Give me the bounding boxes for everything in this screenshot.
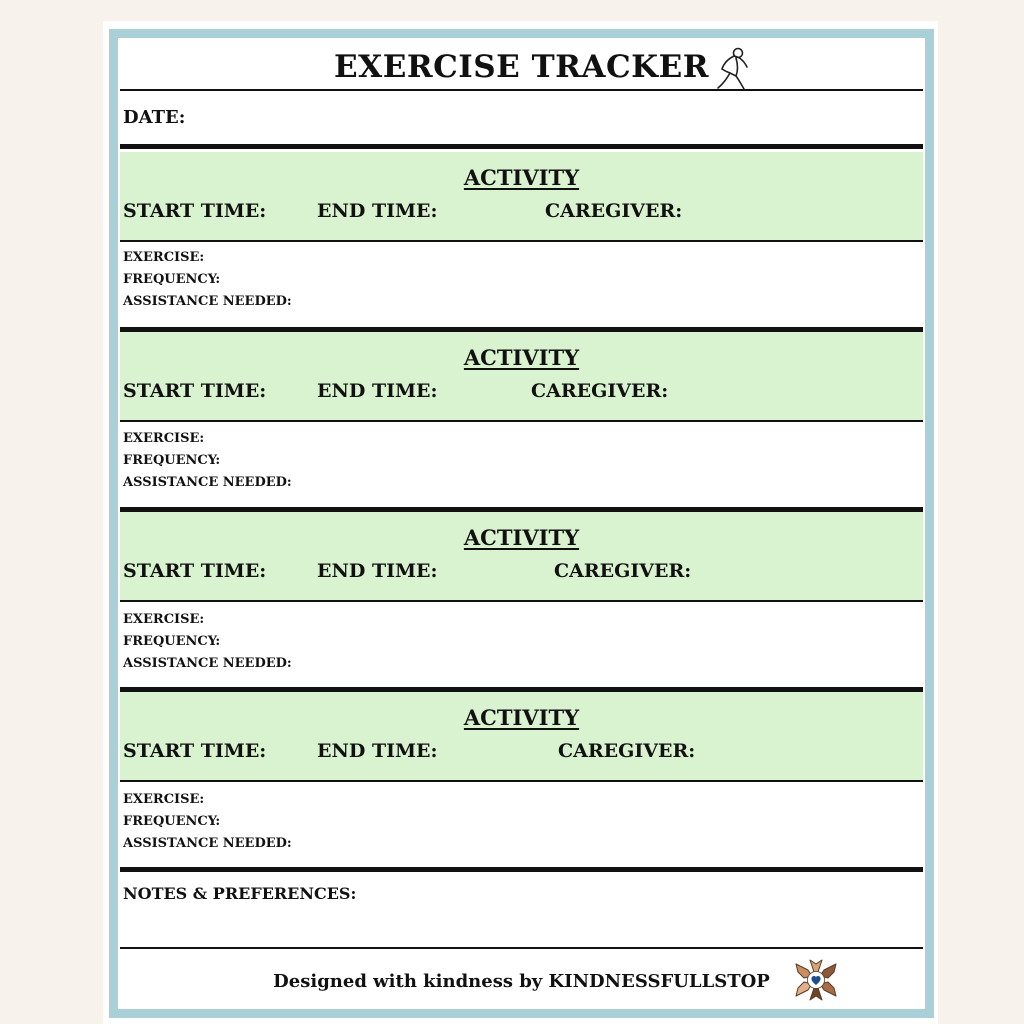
activity-header (120, 512, 923, 602)
assistance-needed-label: ASSISTANCE NEEDED: (123, 294, 292, 309)
frequency-label: FREQUENCY: (123, 453, 221, 468)
footer (120, 949, 923, 1007)
date-label: DATE: (123, 107, 186, 128)
footer-credit: Designed with kindness by KINDNESSFULLSTOP (273, 971, 770, 992)
start-time-label: START TIME: (123, 740, 267, 762)
activity-title: ACTIVITY (463, 165, 580, 190)
activity-details (120, 242, 923, 332)
assistance-needed-label: ASSISTANCE NEEDED: (123, 836, 292, 851)
activity-title: ACTIVITY (463, 525, 580, 550)
activity-header (120, 152, 923, 242)
activity-title: ACTIVITY (463, 345, 580, 370)
frequency-label: FREQUENCY: (123, 634, 221, 649)
exercise-label: EXERCISE: (123, 250, 205, 265)
activity-details (120, 782, 923, 872)
notes-label: NOTES & PREFERENCES: (123, 884, 357, 903)
start-time-label: START TIME: (123, 380, 267, 402)
hands-heart-logo-icon (792, 956, 840, 1004)
activity-title: ACTIVITY (463, 705, 580, 730)
exercise-label: EXERCISE: (123, 612, 205, 627)
tracker-sheet (120, 40, 923, 1007)
activity-header (120, 332, 923, 422)
title-row (120, 40, 923, 91)
assistance-needed-label: ASSISTANCE NEEDED: (123, 475, 292, 490)
start-time-label: START TIME: (123, 200, 267, 222)
caregiver-label: CAREGIVER: (558, 740, 696, 762)
end-time-label: END TIME: (317, 200, 438, 222)
end-time-label: END TIME: (317, 740, 438, 762)
notes-section (120, 873, 923, 949)
start-time-label: START TIME: (123, 560, 267, 582)
activity-header (120, 692, 923, 782)
date-row (120, 91, 923, 149)
page-title: EXERCISE TRACKER (334, 49, 709, 85)
exercise-label: EXERCISE: (123, 431, 205, 446)
frequency-label: FREQUENCY: (123, 272, 221, 287)
end-time-label: END TIME: (317, 380, 438, 402)
activity-details (120, 602, 923, 692)
caregiver-label: CAREGIVER: (531, 380, 669, 402)
stretching-person-icon (714, 45, 750, 91)
exercise-label: EXERCISE: (123, 792, 205, 807)
frequency-label: FREQUENCY: (123, 814, 221, 829)
caregiver-label: CAREGIVER: (554, 560, 692, 582)
assistance-needed-label: ASSISTANCE NEEDED: (123, 656, 292, 671)
activity-details (120, 422, 923, 512)
caregiver-label: CAREGIVER: (545, 200, 683, 222)
end-time-label: END TIME: (317, 560, 438, 582)
